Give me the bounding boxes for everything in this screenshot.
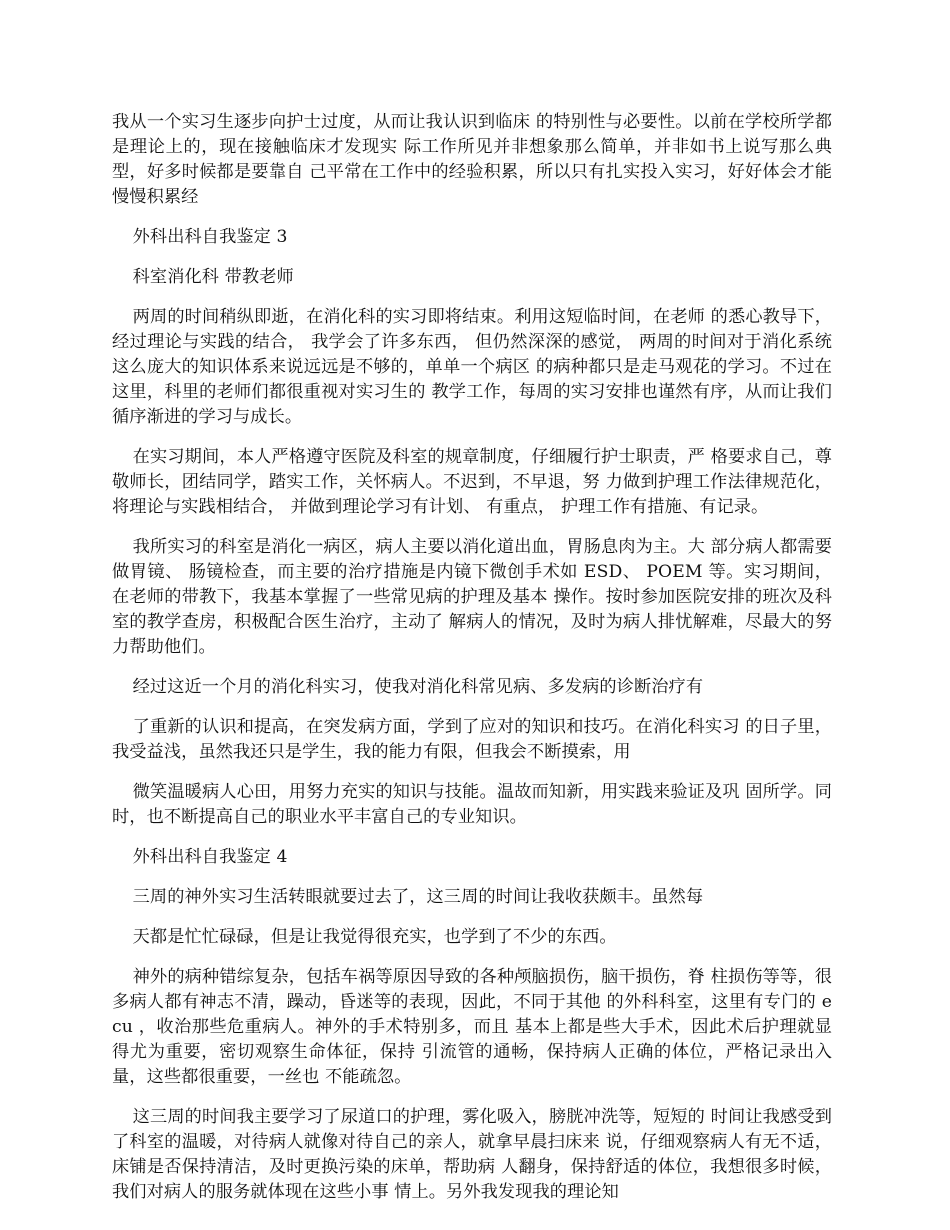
paragraph-smile-warmth: 微笑温暖病人心田，用努力充实的知识与技能。温故而知新，用实践来验证及巩 固所学。同时，也不断提高自己的职业水平丰富自己的专业知识。 — [112, 782, 832, 827]
paragraph-department-practice: 我所实习的科室是消化一病区，病人主要以消化道出血，胃肠息肉为主。大 部分病人都需要做胃镜、 肠镜检查，而主要的治疗措施是内镜下微创手术如 ESD、 POEM 等。实习期间，在老师的带教下，我基本掌握了一些常见病的护理及基本 操作。按时参加医院安排的班次及科室的教学查房，积极配合医生治疗，主动了 解病人的情况，及时为病人排忧解难，尽最大的努力帮助他们。 — [112, 537, 832, 657]
paragraph-nursing-learning: 这三周的时间我主要学习了尿道口的护理，雾化吸入，膀胱冲洗等，短短的 时间让我感受到了科室的温暖，对待病人就像对待自己的亲人，就拿早晨扫床来 说，仔细观察病人有无不适，床铺是否保持清洁，及时更换污染的床单，帮助病 人翻身，保持舒适的体位，我想很多时候，我们对病人的服务就体现在这些小事 情上。另外我发现我的理论知 — [112, 1107, 832, 1202]
paragraph-intro: 我从一个实习生逐步向护士过度，从而让我认识到临床 的特别性与必要性。以前在学校所学都是理论上的，现在接触临床才发现实 际工作所见并非想象那么简单，并非如书上说写那么典型，好多时候都是要靠自 己平常在工作中的经验积累，所以只有扎实投入实习，好好体会才能慢慢积累经 — [112, 112, 832, 207]
department-teacher-line: 科室消化科 带教老师 — [132, 267, 294, 287]
section-heading-3: 外科出科自我鉴定 3 — [132, 227, 288, 247]
paragraph-two-weeks: 两周的时间稍纵即逝，在消化科的实习即将结束。利用这短临时间，在老师 的悉心教导下， 经过理论与实践的结合， 我学会了许多东西， 但仍然深深的感觉， 两周的时间对于消化系统这么庞大的知识体系来说远远是不够的，单单一个病区 的病种都只是走马观花的学习。不过在这里，科里的老师们都很重视对实习生的 教学工作，每周的实习安排也谨然有序，从而让我们循序渐进的学习与成长。 — [112, 307, 832, 427]
paragraph-three-weeks: 三周的神外实习生活转眼就要过去了，这三周的时间让我收获颇丰。虽然每 — [132, 887, 704, 907]
paragraph-new-understanding: 了重新的认识和提高，在突发病方面，学到了应对的知识和技巧。在消化科实习 的日子里，我受益浅，虽然我还只是学生，我的能力有限，但我会不断摸索，用 — [112, 717, 832, 762]
paragraph-internship-conduct: 在实习期间，本人严格遵守医院及科室的规章制度，仔细履行护士职责，严 格要求自己，尊敬师长，团结同学，踏实工作，关怀病人。不迟到，不早退，努 力做到护理工作法律规范化， 将理论与实践相结合， 并做到理论学习有计划、 有重点， 护理工作有措施、有记录。 — [112, 447, 832, 517]
paragraph-month-summary: 经过这近一个月的消化科实习，使我对消化科常见病、多发病的诊断治疗有 — [132, 677, 704, 697]
paragraph-busy-days: 天都是忙忙碌碌，但是让我觉得很充实，也学到了不少的东西。 — [132, 927, 617, 947]
paragraph-neurosurgery-cases: 神外的病种错综复杂，包括车祸等原因导致的各种颅脑损伤，脑干损伤，脊 柱损伤等等，很多病人都有神志不清，躁动，昏迷等的表现，因此，不同于其他 的外科科室，这里有专门的 ecu ，收治那些危重病人。神外的手术特别多，而且 基本上都是些大手术，因此术后护理就显得尤为重要，密切观察生命体征，保持 引流管的通畅，保持病人正确的体位，严格记录出入量，这些都很重要，一丝也 不能疏忽。 — [112, 967, 832, 1087]
section-heading-4: 外科出科自我鉴定 4 — [132, 847, 288, 867]
document-body — [112, 110, 832, 1220]
